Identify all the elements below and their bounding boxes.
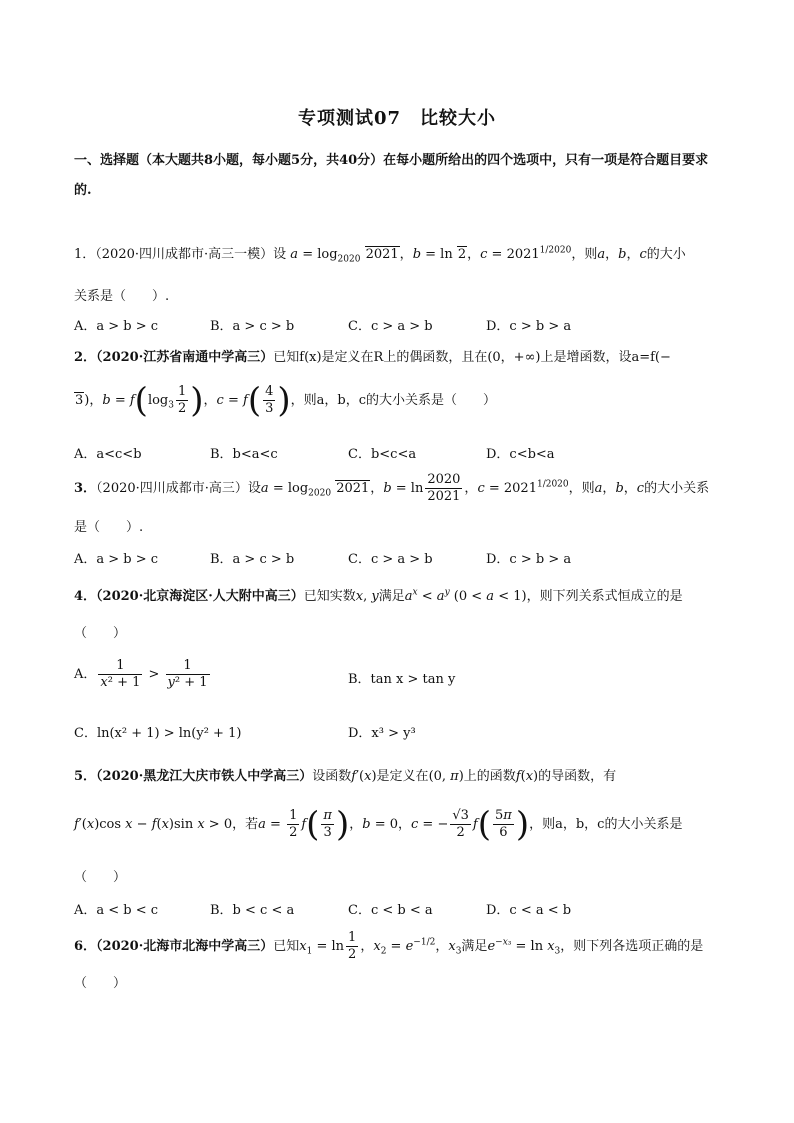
- option-d: D．c<b<a: [486, 447, 555, 462]
- option-c: C．c < b < a: [348, 903, 433, 918]
- question-2-cont: 3)，$b = f(\log_3$ $\frac{1}{2}$ )，c = f( $\frac{4}{3}$ )，则a，b，c的大小关系是（ ）: [75, 380, 496, 421]
- question-text: 的大小: [646, 247, 686, 262]
- question-1: 1．（2020·四川成都市·高三一模）设 $a = \log_{2020} 2021$，b = ln 2，$c = 2021^{1/2020}$，则a，b，c的大小: [74, 245, 686, 265]
- question-text: 上的函数: [463, 769, 516, 784]
- option-b: B．a > c > b: [210, 319, 295, 334]
- question-source: （2020·黑龙江大庆市铁人中学高三）: [96, 769, 313, 784]
- question-text: 已知实数: [303, 589, 356, 604]
- question-text: 设: [273, 247, 287, 262]
- question-text: 已知: [273, 939, 300, 954]
- page-title: 专项测试07 比较大小: [297, 108, 497, 129]
- question-6-cont: （ ）: [74, 976, 127, 991]
- question-number: 2．: [74, 350, 97, 365]
- question-text: 满足: [378, 589, 405, 604]
- question-source: （2020·四川成都市·高三一模）: [95, 247, 274, 262]
- question-text: 的导函数，有: [538, 769, 617, 784]
- option-b: B．b<a<c: [210, 447, 278, 462]
- option-d: D．c > b > a: [486, 319, 572, 334]
- option-c: C．c > a > b: [348, 552, 433, 567]
- question-text: 满足: [461, 939, 488, 954]
- option-a: A．a < b < c: [74, 903, 159, 918]
- section-heading: 一、选择题（本大题共8小题，每小题5分，共40分）在每小题所给出的四个选项中，只有一项是符合题目要求的.: [74, 153, 709, 198]
- question-text: ，则: [568, 481, 595, 496]
- question-text: 是定义在: [376, 769, 429, 784]
- question-6: 6．（2020·北海市北海中学高三）已知$x_1 = \ln$ $\frac{1}{2}$ ，$x_2 = e^{-1/2}$，$x_3$满足$e^{-x_3} = \ln x_3$，则下列各选项正确的是: [74, 930, 704, 962]
- question-text: ，若: [232, 817, 259, 832]
- option-c: C．ln(x² + 1) > ln(y² + 1): [74, 726, 242, 741]
- question-source: （2020·江苏省南通中学高三）: [96, 350, 274, 365]
- question-5: 5．（2020·黑龙江大庆市铁人中学高三）设函数f′(x)是定义在(0, π)上的函数f(x)的导函数，有: [74, 769, 617, 784]
- question-text: 设函数: [312, 769, 352, 784]
- question-4-cont: （ ）: [74, 626, 127, 641]
- question-source: （2020·北海市北海中学高三）: [96, 939, 274, 954]
- option-d: D．c > b > a: [486, 552, 572, 567]
- question-2: [74, 346, 671, 365]
- question-5-cont2: （ ）: [74, 870, 127, 885]
- question-text: ，则a，b，c的大小关系是（ ）: [290, 393, 496, 408]
- option-a: A．a<c<b: [74, 447, 142, 462]
- question-source: （2020·四川成都市·高三）: [96, 481, 248, 496]
- question-5-cont: f′(x)cos x − f(x)sin x > 0，若a = $\frac{1}{2}$ f( $\frac{\pi}{3}$ )，b = 0，c = − $\frac{√3}{2}$ f( $\frac{5\pi}{6}$ )，则a，b，c的大小关系是: [74, 804, 683, 845]
- option-c: C．c > a > b: [348, 319, 433, 334]
- question-text: ，则下列各选项正确的是: [560, 939, 704, 954]
- question-number: 5．: [74, 769, 97, 784]
- question-1-cont: 关系是（ ）.: [74, 289, 170, 304]
- question-3-cont: 是（ ）.: [74, 520, 144, 535]
- option-a: A． $\frac{1}{\text{x² + 1}}$ > $\frac{1}{\text{y² + 1}}$: [74, 658, 208, 690]
- question-number: 1．: [74, 247, 96, 262]
- question-text: ，则a，b，c的大小关系是: [529, 817, 683, 832]
- question-number: 6．: [74, 939, 97, 954]
- question-4: 4．（2020·北京海淀区·人大附中高三）已知实数x, y满足$a^x < a^y$ (0 < a < 1)，则下列关系式恒成立的是: [74, 587, 683, 604]
- question-text: ，则: [571, 247, 598, 262]
- question-3: 3．（2020·四川成都市·高三）设$a = \log_{2020} 2021$，b = ln $\frac{2020}{2021}$ ，$c = 2021^{1/2020}$，则a，b，c的大小关系: [74, 472, 710, 504]
- question-text: 设: [247, 481, 261, 496]
- option-b: B．b < c < a: [210, 903, 295, 918]
- option-d: D．x³ > y³: [348, 726, 416, 741]
- question-source: （2020·北京海淀区·人大附中高三）: [96, 589, 304, 604]
- question-text: 已知f(x)是定义在R上的偶函数，且在(0，+∞)上是增函数，设a=f(−: [273, 350, 671, 365]
- option-d: D．c < a < b: [486, 903, 572, 918]
- question-text: 的大小关系: [644, 481, 710, 496]
- option-b: B．a > c > b: [210, 552, 295, 567]
- option-c: C．b<c<a: [348, 447, 417, 462]
- option-b: B．tan x > tan y: [348, 672, 456, 687]
- option-a: A．a > b > c: [74, 319, 159, 334]
- question-number: 3．: [74, 481, 97, 496]
- question-number: 4．: [74, 589, 97, 604]
- question-text: ，则下列关系式恒成立的是: [526, 589, 683, 604]
- option-a: A．a > b > c: [74, 552, 159, 567]
